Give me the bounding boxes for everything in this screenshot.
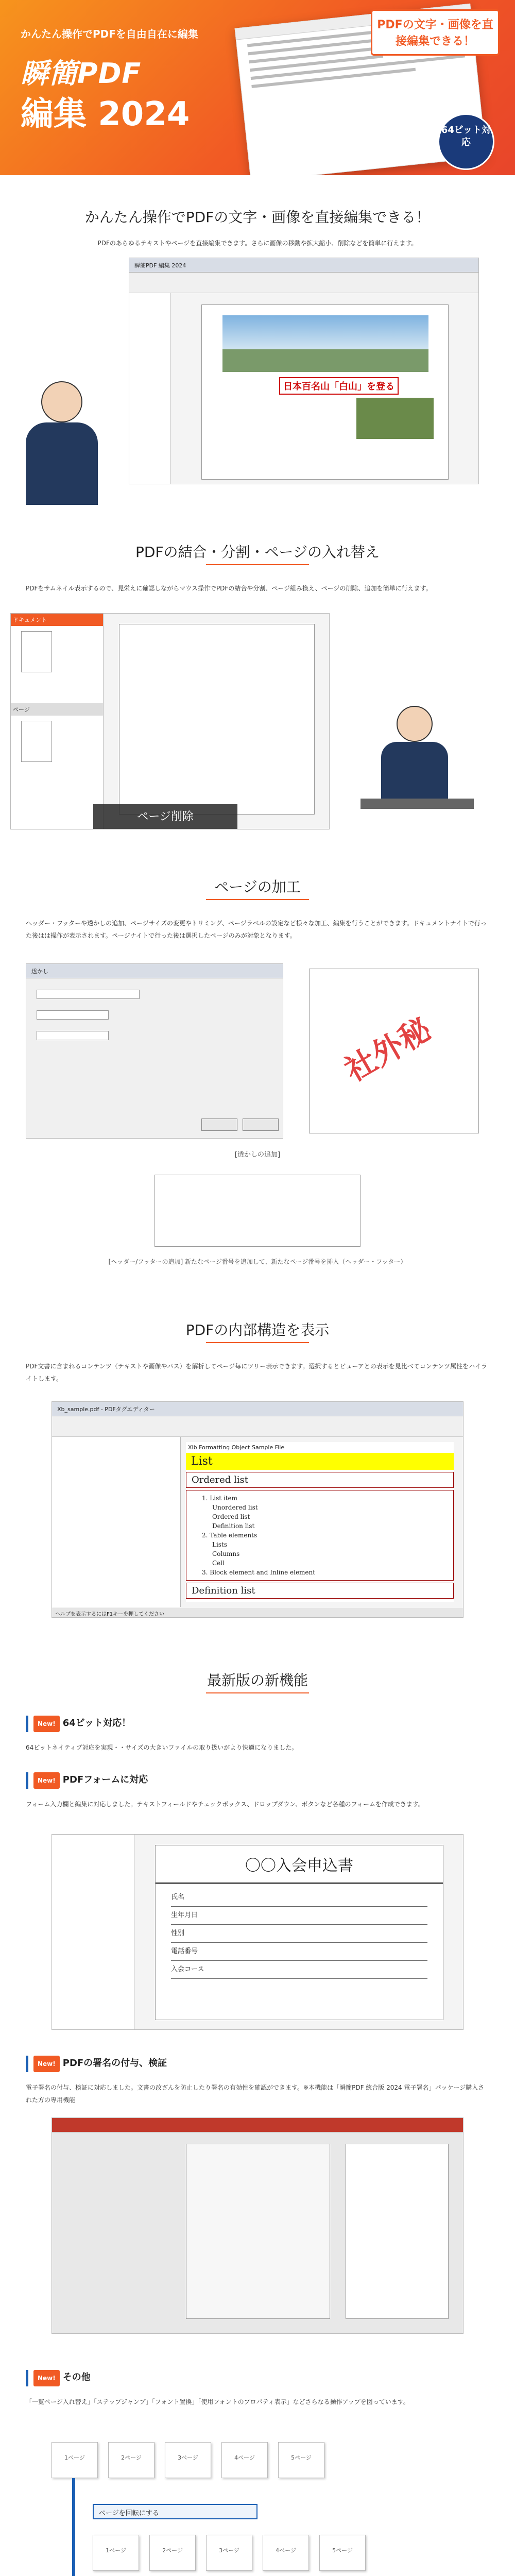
sec5-heading: 最新版の新機能 <box>207 1672 308 1689</box>
doc-heading: 日本百名山「白山」を登る <box>279 377 399 395</box>
signature-page <box>346 2144 449 2319</box>
feature-form-body: フォーム入力欄と編集に対応しました。テキストフィールドやチェックボックス、ドロップダウン、ボタンなど各種のフォームを作成できます。 <box>26 1801 424 1808</box>
thumb-2[interactable] <box>21 721 52 762</box>
sec2-app-window <box>10 613 330 829</box>
thumbnail-panel[interactable] <box>129 293 170 484</box>
photo-image <box>356 398 434 439</box>
form-title: 〇〇入会申込書 <box>156 1845 443 1884</box>
header-footer-preview <box>154 1175 360 1247</box>
form-page <box>155 1845 443 2020</box>
sec3-underline <box>206 899 309 900</box>
tree-item: Ordered list <box>212 1513 250 1520</box>
feature-form-title <box>26 1772 489 1789</box>
sec3-heading: ページの加工 <box>214 878 301 895</box>
sec5-underline <box>206 1692 309 1693</box>
tree-item: 1. List item <box>202 1495 238 1502</box>
caption-watermark: [透かしの追加] <box>234 1151 281 1159</box>
form-side-panel <box>52 1835 134 2030</box>
tree-panel[interactable] <box>52 1437 181 1607</box>
tree-item: 3. Block element and Inline element <box>202 1569 316 1576</box>
feature-sign-title <box>26 2056 489 2072</box>
form-field-phone[interactable]: 電話番号 <box>171 1943 427 1961</box>
feature-64bit-title <box>26 1716 489 1732</box>
page-card: 2ページ <box>108 2442 154 2478</box>
structure-view <box>186 1442 454 1602</box>
list-heading: List <box>186 1453 454 1470</box>
feature-title-text: その他 <box>62 2372 91 2383</box>
sec4-underline <box>206 1342 309 1343</box>
tree-item: Unordered list <box>212 1504 258 1511</box>
new-badge: New! <box>33 1716 60 1732</box>
feature-64bit-body: 64ビットネイティブ対応を実現・・サイズの大きいファイルの取り扱いがより快適になりました。 <box>26 1744 298 1751</box>
font-select[interactable] <box>37 1010 109 1020</box>
page-card: 4ページ <box>221 2442 268 2478</box>
hero-callout: PDFの文字・画像を直接編集できる！ <box>371 9 500 56</box>
64bit-badge: 64ビット対応 <box>438 113 494 170</box>
page-card: 1ページ <box>52 2442 98 2478</box>
hero-title: 編集 2024 <box>21 95 190 133</box>
mountain-image <box>222 315 428 372</box>
form-field-birth[interactable]: 生年月日 <box>171 1907 427 1925</box>
sec2-body: PDFをサムネイル表示するので、見栄えに確認しながらマウス操作でPDFの結合や分割、ページ組み換え、ページの削除、追加を簡単に行えます。 <box>26 585 432 592</box>
tree-item: Definition list <box>212 1522 255 1530</box>
tree-item: 2. Table elements <box>202 1532 258 1539</box>
watermark-dialog <box>26 963 283 1139</box>
pages-label: ページ <box>11 703 103 716</box>
caption-header-footer: [ヘッダー/フッターの追加] 新たなページ番号を追加して、新たなページ番号を挿入（ヘッダー・フッター） <box>108 1258 407 1265</box>
feature-other-title <box>26 2370 489 2386</box>
sec2-heading: PDFの結合・分割・ページの入れ替え <box>135 544 380 561</box>
page-card: 5ページ <box>278 2442 324 2478</box>
sec1-app-window <box>129 258 479 484</box>
office-worker-illustration <box>360 706 474 829</box>
page-card: 3ページ <box>165 2442 211 2478</box>
page-card: 4ページ <box>263 2535 309 2571</box>
page-card: 3ページ <box>206 2535 252 2571</box>
hero-banner <box>0 0 515 175</box>
toolbar <box>129 273 478 293</box>
document-page <box>201 304 449 480</box>
tree-item: Columns <box>212 1550 240 1557</box>
page-card: 1ページ <box>93 2535 139 2571</box>
page-preview <box>119 624 315 815</box>
sec4-body: PDF文書に含まれるコンテンツ（テキストや画像やパス）を解析してページ毎にツリー表示できます。選択するとビューアとの表示を見比べてコンテンツ属性をハイライトします。 <box>26 1363 488 1382</box>
hero-brand: 瞬簡PDF <box>21 57 142 90</box>
definition-heading: Definition list <box>186 1583 454 1599</box>
feature-title-text: PDFの署名の付与、検証 <box>62 2058 167 2069</box>
stamp-text: 社外秘 <box>339 1011 437 1089</box>
new-badge: New! <box>33 2370 60 2386</box>
tab-title: Xib Formatting Object Sample File <box>188 1444 285 1451</box>
feature-sign-body: 電子署名の付与、検証に対応しました。文書の改ざんを防止したり署名の有効性を確認ができます。※本機能は「瞬簡PDF 統合版 2024 電子署名」パッケージ購入された方の専用機能 <box>26 2084 485 2104</box>
sec1-heading: かんたん操作でPDFの文字・画像を直接編集できる！ <box>84 209 431 226</box>
feature-title-text: PDFフォームに対応 <box>62 1774 148 1785</box>
ordered-heading: Ordered list <box>186 1472 454 1488</box>
feature-title-text: 64ビット対応！ <box>62 1718 131 1728</box>
status-bar: ヘルプを表示するにはF1キーを押してください <box>52 1608 464 1618</box>
dialog-title: 透かし <box>26 964 283 978</box>
size-select[interactable] <box>37 1031 109 1040</box>
signature-window <box>52 2117 464 2334</box>
flow-arrow <box>72 2478 75 2576</box>
page-reorder-diagram <box>52 2442 464 2576</box>
structure-title: Xb_sample.pdf - PDFタグエディター <box>52 1402 463 1416</box>
new-badge: New! <box>33 2056 60 2072</box>
watermark-preview <box>309 969 479 1133</box>
thumb-1[interactable] <box>21 631 52 672</box>
text-field[interactable] <box>37 990 140 999</box>
form-field-course[interactable]: 入会コース <box>171 1961 427 1979</box>
ok-button[interactable] <box>201 1118 237 1131</box>
tree-item: Lists <box>212 1541 227 1548</box>
feature-other-body: 「一覧ページ入れ替え」「ステップジャンプ」「フォント置換」「使用フォントのプロパティ表示」などさらなる操作アップを図っています。 <box>26 2398 409 2405</box>
document-panel <box>11 614 104 829</box>
form-window <box>52 1834 464 2030</box>
panel-label: ドキュメント <box>11 614 103 626</box>
sec4-heading: PDFの内部構造を表示 <box>185 1321 330 1338</box>
presenter-illustration <box>10 381 113 505</box>
tree-item: Cell <box>212 1560 225 1567</box>
sec1-body: PDFのあらゆるテキストやページを直接編集できます。さらに画像の移動や拡大縮小、削除などを簡単に行えます。 <box>97 240 418 247</box>
cancel-button[interactable] <box>243 1118 279 1131</box>
page-card: 5ページ <box>319 2535 366 2571</box>
form-field-name[interactable]: 氏名 <box>171 1889 427 1907</box>
page-delete-label: ページ削除 <box>93 804 237 829</box>
hero-subtitle: かんたん操作でPDFを自由自在に編集 <box>21 28 198 40</box>
sec2-underline <box>206 564 309 565</box>
step-rotate-label: ページを回転にする <box>93 2504 258 2519</box>
structure-window <box>52 1401 464 1618</box>
window-title: 瞬簡PDF 編集 2024 <box>129 258 478 273</box>
structure-toolbar <box>52 1416 463 1437</box>
tree-items <box>186 1490 454 1581</box>
new-badge: New! <box>33 1772 60 1789</box>
form-field-gender[interactable]: 性別 <box>171 1925 427 1943</box>
page-card: 2ページ <box>149 2535 196 2571</box>
signature-dialog <box>186 2144 330 2319</box>
sec3-body: ヘッダー・フッターや透かしの追加、ページサイズの変更やトリミング、ページラベルの設定など様々な加工、編集を行うことができます。ドキュメントナイトで行った後はは操作が表示されます。ページナイトで行った後は選択したページのみが対象となります。 <box>26 920 487 939</box>
signature-titlebar <box>52 2118 463 2132</box>
